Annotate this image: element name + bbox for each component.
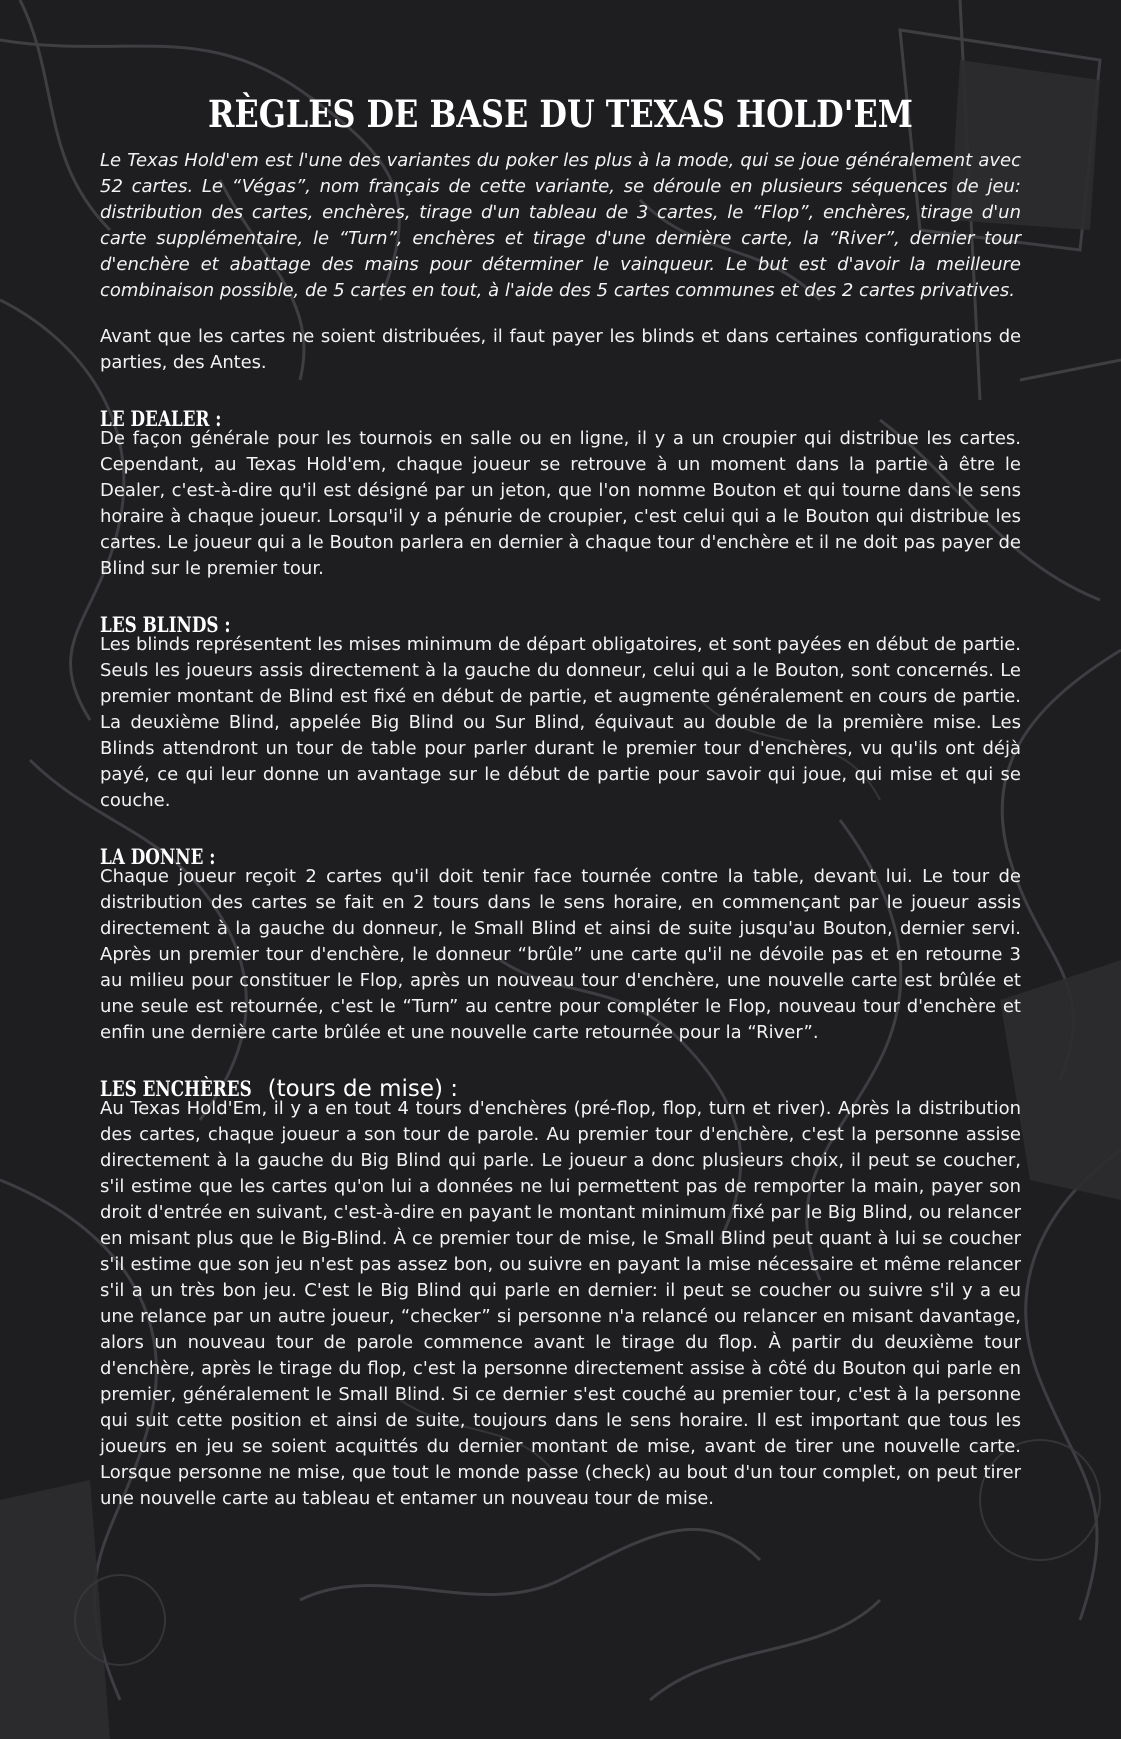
section-heading: LE DEALER : — [100, 406, 222, 431]
section-donne — [100, 834, 1021, 1046]
rules-page — [100, 92, 1021, 1532]
section-text: Les blinds représentent les mises minimum de départ obligatoires, et sont payées en début de partie. Seuls les joueurs assis directement à la gauche du donneur, celui qui a le Bouton, sont concernés. Le premier montant de Blind est fixé en début de partie, et augmente généralement en cours de partie. La deuxième Blind, appelée Big Blind ou Sur Blind, équivaut au double de la première mise. Les Blinds attendront un tour de table pour parler durant le premier tour d'enchères, vu qu'ils ont déjà payé, ce qui leur donne un avantage sur le début de partie pour savoir qui joue, qui mise et qui se couche. — [100, 634, 1021, 811]
section-text: Au Texas Hold'Em, il y a en tout 4 tours d'enchères (pré-flop, flop, turn et river). Après la distribution des cartes, chaque joueur a son tour de parole. Au premier tour d'enchère, c'est la personne assise directement à la gauche du Big Blind qui parle. Le joueur a donc plusieurs choix, il peut se coucher, s'il estime que les cartes qu'on lui a données ne lui permettent pas de remporter la main, payer son droit d'entrée en suivant, c'est-à-dire en payant le montant minimum fixé par le Big Blind, ou relancer en misant plus que le Big-Blind. À ce premier tour de mise, le Small Blind peut quant à lui se coucher s'il estime que son jeu n'est pas assez bon, ou suivre en payant la mise nécessaire et même relancer s'il a un très bon jeu. C'est le Big Blind qui parle en dernier: il peut se coucher ou suivre s'il y a eu une relance par un autre joueur, “checker” si personne n'a relancé ou relancer en misant davantage, alors un nouveau tour de parole commence avant le tirage du flop. À partir du deuxième tour d'enchère, après le tirage du flop, c'est la personne directement assise à côté du Bouton qui parle en premier, généralement le Small Blind. Si ce dernier s'est couché au premier tour, c'est à la personne qui suit cette position et ainsi de suite, toujours dans le sens horaire. Il est important que tous les joueurs en jeu se soient acquittés du dernier montant de mise, avant de tirer une nouvelle carte. Lorsque personne ne mise, que tout le monde passe (check) au bout d'un tour complet, on peut tirer une nouvelle carte au tableau et entamer un nouveau tour de mise. — [100, 1098, 1021, 1509]
section-heading: LA DONNE : — [100, 844, 216, 869]
section-text: De façon générale pour les tournois en salle ou en ligne, il y a un croupier qui distribue les cartes. Cependant, au Texas Hold'em, chaque joueur se retrouve à un moment dans la partie à être le Dealer, c'est-à-dire qu'il est désigné par un jeton, que l'on nomme Bouton et qui tourne dans le sens horaire à chaque joueur. Lorsqu'il y a pénurie de croupier, c'est celui qui a le Bouton qui distribue les cartes. Le joueur qui a le Bouton parlera en dernier à chaque tour d'enchère et il ne doit pas payer de Blind sur le premier tour. — [100, 428, 1021, 579]
section-heading: LES ENCHÈRES — [100, 1076, 252, 1101]
page-title: RÈGLES DE BASE DU TEXAS HOLD'EM — [207, 92, 913, 136]
section-heading: LES BLINDS : — [100, 612, 231, 637]
intro-paragraph: Le Texas Hold'em est l'une des variantes du poker les plus à la mode, qui se joue généralement avec 52 cartes. Le “Végas”, nom français de cette variante, se déroule en plusieurs séquences de jeu: distribution des cartes, enchères, tirage d'un tableau de 3 cartes, le “Flop”, enchères, tirage d'un carte supplémentaire, le “Turn”, enchères et tirage d'une dernière carte, la “River”, dernier tour d'enchère et abattage des mains pour déterminer le vainqueur. Le but est d'avoir la meilleure combinaison possible, de 5 cartes en tout, à l'aide des 5 cartes communes et des 2 cartes privatives. — [100, 150, 1021, 301]
section-blinds — [100, 602, 1021, 814]
section-encheres — [100, 1066, 1021, 1512]
blinds-note-paragraph: Avant que les cartes ne soient distribuées, il faut payer les blinds et dans certaines configurations de parties, des Antes. — [100, 326, 1021, 373]
section-heading-suffix: (tours de mise) : — [267, 1076, 459, 1102]
section-dealer — [100, 396, 1021, 582]
section-text: Chaque joueur reçoit 2 cartes qu'il doit tenir face tournée contre la table, devant lui. Le tour de distribution des cartes se fait en 2 tours dans le sens horaire, en commençant par le joueur assis directement à la gauche du donneur, le Small Blind et ainsi de suite jusqu'au Bouton, dernier servi. Après un premier tour d'enchère, le donneur “brûle” une carte qu'il ne dévoile pas et en retourne 3 au milieu pour constituer le Flop, après un nouveau tour d'enchère, une nouvelle carte est brûlée et une seule est retournée, c'est le “Turn” au centre pour compléter le Flop, nouveau tour d'enchère et enfin une dernière carte brûlée et une nouvelle carte retournée pour la “River”. — [100, 866, 1021, 1043]
